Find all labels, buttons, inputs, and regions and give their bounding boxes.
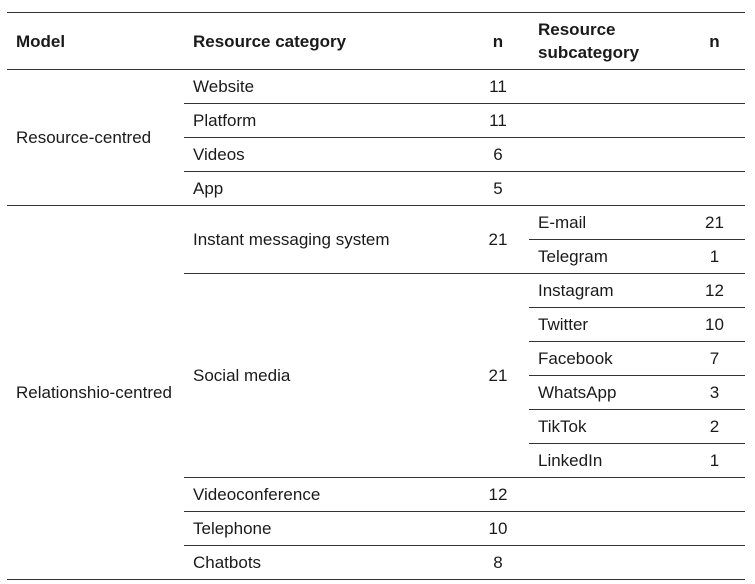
subcategory-cell <box>529 104 684 138</box>
sub-count-cell: 2 <box>684 410 745 444</box>
header-model: Model <box>7 13 184 70</box>
header-subcategory: Resource subcategory <box>529 13 684 70</box>
header-category: Resource category <box>184 13 467 70</box>
category-cell: Videoconference <box>184 478 467 512</box>
sub-count-cell: 7 <box>684 342 745 376</box>
sub-count-cell: 3 <box>684 376 745 410</box>
subcategory-cell: E-mail <box>529 206 684 240</box>
table-row <box>7 206 745 240</box>
count-cell: 8 <box>467 546 529 580</box>
count-cell: 21 <box>467 206 529 274</box>
header-n: n <box>467 13 529 70</box>
subcategory-cell: Telegram <box>529 240 684 274</box>
subcategory-cell: Instagram <box>529 274 684 308</box>
count-cell: 12 <box>467 478 529 512</box>
subcategory-cell: Facebook <box>529 342 684 376</box>
category-cell: App <box>184 172 467 206</box>
sub-count-cell <box>684 70 745 104</box>
sub-count-cell: 12 <box>684 274 745 308</box>
subcategory-cell: WhatsApp <box>529 376 684 410</box>
subcategory-cell <box>529 478 684 512</box>
sub-count-cell: 1 <box>684 444 745 478</box>
category-cell: Chatbots <box>184 546 467 580</box>
subcategory-cell <box>529 172 684 206</box>
model-cell: Resource-centred <box>7 70 184 206</box>
category-cell: Social media <box>184 274 467 478</box>
count-cell: 6 <box>467 138 529 172</box>
sub-count-cell <box>684 138 745 172</box>
header-row <box>7 13 745 70</box>
sub-count-cell <box>684 172 745 206</box>
resources-table <box>7 12 745 580</box>
subcategory-cell <box>529 138 684 172</box>
sub-count-cell <box>684 104 745 138</box>
count-cell: 5 <box>467 172 529 206</box>
category-cell: Telephone <box>184 512 467 546</box>
sub-count-cell <box>684 546 745 580</box>
sub-count-cell: 10 <box>684 308 745 342</box>
sub-count-cell: 1 <box>684 240 745 274</box>
model-cell: Relationshio-centred <box>7 206 184 580</box>
sub-count-cell <box>684 512 745 546</box>
count-cell: 11 <box>467 70 529 104</box>
category-cell: Instant messaging system <box>184 206 467 274</box>
subcategory-cell: TikTok <box>529 410 684 444</box>
count-cell: 21 <box>467 274 529 478</box>
category-cell: Website <box>184 70 467 104</box>
table-row <box>7 70 745 104</box>
header-sub-n: n <box>684 13 745 70</box>
subcategory-cell: LinkedIn <box>529 444 684 478</box>
sub-count-cell <box>684 478 745 512</box>
subcategory-cell <box>529 546 684 580</box>
subcategory-cell <box>529 512 684 546</box>
category-cell: Videos <box>184 138 467 172</box>
count-cell: 11 <box>467 104 529 138</box>
subcategory-cell <box>529 70 684 104</box>
count-cell: 10 <box>467 512 529 546</box>
category-cell: Platform <box>184 104 467 138</box>
sub-count-cell: 21 <box>684 206 745 240</box>
subcategory-cell: Twitter <box>529 308 684 342</box>
